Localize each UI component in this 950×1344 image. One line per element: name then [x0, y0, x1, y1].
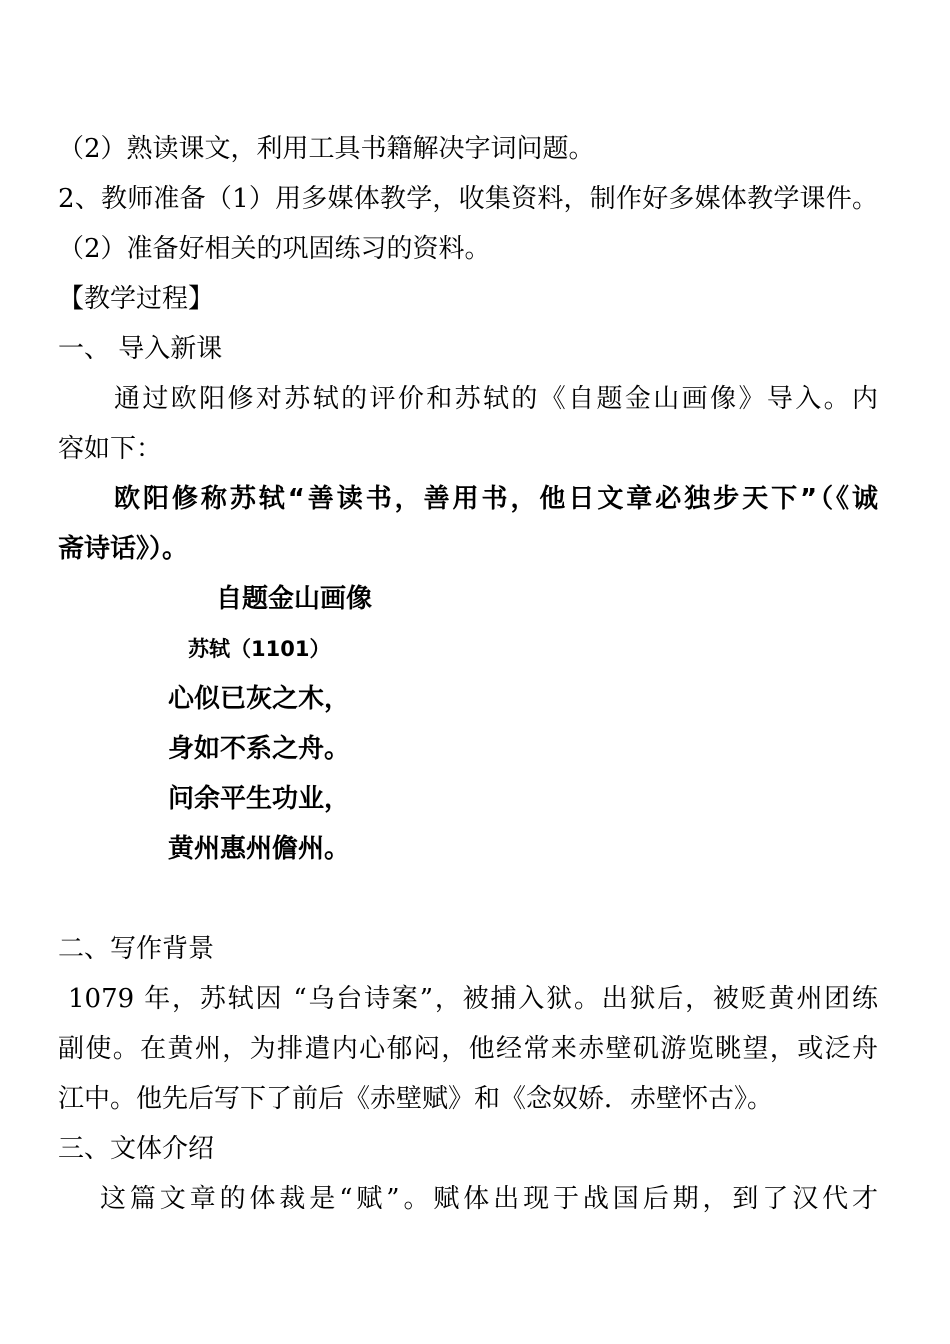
document-page — [58, 124, 878, 1224]
background-line-2: 副使。在黄州，为排遣内心郁闷，他经常来赤壁矶游览眺望，或泛舟 — [58, 1034, 878, 1064]
poem-line-3: 问余平生功业， — [168, 784, 351, 814]
section-1-title: 一、 导入新课 — [58, 334, 223, 364]
background-line-3: 江中。他先后写下了前后《赤壁赋》和《念奴娇．赤壁怀古》。 — [58, 1084, 774, 1114]
ouyang-quote-line-2: 斋诗话》）。 — [58, 534, 189, 564]
teacher-prep-item-2: （2）准备好相关的巩固练习的资料。 — [58, 234, 491, 264]
poem-line-2: 身如不系之舟。 — [168, 734, 351, 764]
ouyang-quote-line-1: 欧阳修称苏轼“善读书，善用书，他日文章必独步天下”（《诚 — [114, 484, 878, 514]
section-3-title: 三、文体介绍 — [58, 1134, 215, 1164]
intro-paragraph-line-1: 通过欧阳修对苏轼的评价和苏轼的《自题金山画像》导入。内 — [114, 384, 878, 414]
section-2-title: 二、写作背景 — [58, 934, 215, 964]
poem-line-4: 黄州惠州儋州。 — [168, 834, 351, 864]
blank-line — [58, 874, 878, 924]
teaching-process-heading: 【教学过程】 — [58, 284, 215, 314]
intro-paragraph-line-2: 容如下： — [58, 434, 163, 464]
poem-title: 自题金山画像 — [216, 584, 373, 614]
poem-line-1: 心似已灰之木， — [168, 684, 351, 714]
student-prep-item-2: （2）熟读课文，利用工具书籍解决字词问题。 — [58, 134, 595, 164]
genre-line-1: 这篇文章的体裁是“赋”。赋体出现于战国后期，到了汉代才 — [100, 1184, 878, 1214]
background-line-1: 1079 年，苏轼因 “乌台诗案”，被捕入狱。出狱后，被贬黄州团练 — [68, 984, 878, 1014]
poem-author: 苏轼（1101） — [188, 637, 331, 661]
teacher-prep: 2、教师准备（1）用多媒体教学，收集资料，制作好多媒体教学课件。 — [58, 184, 878, 214]
